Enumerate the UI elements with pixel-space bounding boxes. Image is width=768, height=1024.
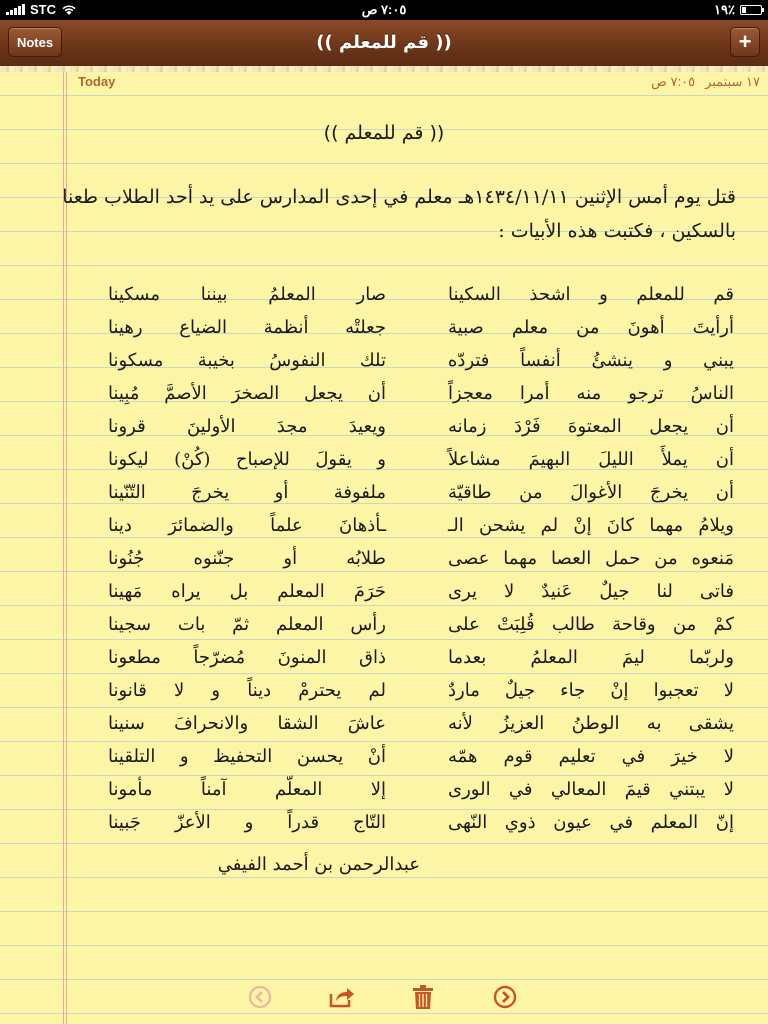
battery-icon bbox=[740, 5, 762, 15]
notes-back-button[interactable]: Notes bbox=[8, 27, 62, 57]
verse-line: عاشَ الشقا والانحرافَ سنينا bbox=[108, 713, 386, 734]
note-date-day: ١٧ سبتمبر bbox=[705, 74, 760, 89]
verse-line: أرأيتَ أهونَ من معلم صبية bbox=[448, 317, 734, 338]
note-toolbar-title: (( قم للمعلم )) bbox=[316, 32, 452, 53]
status-bar bbox=[0, 0, 768, 20]
verse-line: رأس المعلم ثمّ بات سجينا bbox=[108, 614, 386, 635]
verse-line: مَنعوه من حمل العصا مهما عصى bbox=[448, 548, 734, 569]
verse-line: أن يجعل المعتوهَ فَرْدَ زمانه bbox=[448, 416, 734, 437]
verse-line: حَرَمَ المعلم بل يراه مَهينا bbox=[108, 581, 386, 602]
today-label: Today bbox=[78, 74, 116, 89]
verse-line: و يقولَ للإصباح (كُنْ) ليكونا bbox=[108, 449, 386, 470]
verse-line: قم للمعلم و اشحذ السكينا bbox=[448, 284, 734, 305]
verse-line: ولربّما ليمَ المعلمُ بعدما bbox=[448, 647, 734, 668]
note-date bbox=[641, 74, 760, 90]
battery-percent: ١٩٪ bbox=[714, 2, 735, 17]
carrier-label: STC bbox=[30, 2, 56, 17]
trash-icon[interactable] bbox=[408, 982, 438, 1012]
verse-line: يبني و ينشئُ أنفساً فتردّه bbox=[448, 350, 734, 371]
verse-line: جعلتْه أنظمة الضياع رهينا bbox=[108, 317, 386, 338]
verse-line: الناسُ ترجو منه أمرا معجزاً bbox=[448, 383, 734, 404]
verse-line: صار المعلمُ بيننا مسكينا bbox=[108, 284, 386, 305]
add-note-button[interactable]: + bbox=[730, 27, 760, 57]
note-date-time: ٧:٠٥ ص bbox=[651, 74, 696, 89]
top-toolbar bbox=[0, 20, 768, 67]
status-right bbox=[714, 2, 762, 18]
verse-line: كمْ من وقاحة طالب قُلِبَتْ على bbox=[448, 614, 734, 635]
verse-line: أن يخرجَ الأغوالَ من طاقيّة bbox=[448, 482, 734, 503]
next-arrow-icon[interactable] bbox=[490, 982, 520, 1012]
verse-line: أن يجعل الصخرَ الأصمَّ مُبِينا bbox=[108, 383, 386, 404]
note-heading: (( قم للمعلم )) bbox=[323, 122, 445, 144]
verse-line: لم يحترمْ ديناً و لا قانونا bbox=[108, 680, 386, 701]
prev-arrow-icon[interactable] bbox=[245, 982, 275, 1012]
verse-line: ذاق المنونَ مُضرّجاً مطعونا bbox=[108, 647, 386, 668]
verses-right-column bbox=[448, 278, 734, 839]
verse-line: أنْ يحسن التحفيظ و التلقينا bbox=[108, 746, 386, 767]
share-icon[interactable] bbox=[327, 982, 357, 1012]
verse-line: طلابُه أو جنّنوه جُنُونا bbox=[108, 548, 386, 569]
verse-line: أن يملأَ الليلَ البهيمَ مشاعلاً bbox=[448, 449, 734, 470]
verse-line: التّاج قدراً و الأعزّ جَبينا bbox=[108, 812, 386, 833]
bottom-toolbar bbox=[0, 976, 768, 1020]
verse-line: ـأذهانَ علماً والضمائرَ دينا bbox=[108, 515, 386, 536]
verse-line: تلك النفوسُ بخيبة مسكونا bbox=[108, 350, 386, 371]
note-signature: عبدالرحمن بن أحمد الفيفي bbox=[217, 854, 420, 875]
verse-line: لا يبتني قيمَ المعالي في الورى bbox=[448, 779, 734, 800]
status-time: ٧:٠٥ ص bbox=[361, 2, 407, 17]
verse-line: ملفوفة أو يخرجَ التّنّينا bbox=[108, 482, 386, 503]
verse-line: يشقى به الوطنُ العزيزُ لأنه bbox=[448, 713, 734, 734]
verse-line: إلا المعلّم آمناً مأمونا bbox=[108, 779, 386, 800]
verses-left-column bbox=[108, 278, 386, 839]
note-intro: قتل يوم أمس الإثنين ١٤٣٤/١١/١١هـ معلم في إحدى المدارس على يد أحد الطلاب طعنا بالسكين ، فكتبت هذه الأبيات : bbox=[62, 186, 736, 242]
verse-line: لا تعجبوا إنْ جاء جيلٌ ماردٌ bbox=[448, 680, 734, 701]
verse-line: إنّ المعلم في عيون ذوي النّهى bbox=[448, 812, 734, 833]
verse-line: فاتى لنا جيلٌ عَنيدٌ لا يرى bbox=[448, 581, 734, 602]
verse-line: لا خيرَ في تعليم قوم همّه bbox=[448, 746, 734, 767]
verse-line: ويعيدَ مجدَ الأولينَ قرونا bbox=[108, 416, 386, 437]
verse-line: ويلامُ مهما كانَ إنْ لم يشحن الـ bbox=[448, 515, 734, 536]
